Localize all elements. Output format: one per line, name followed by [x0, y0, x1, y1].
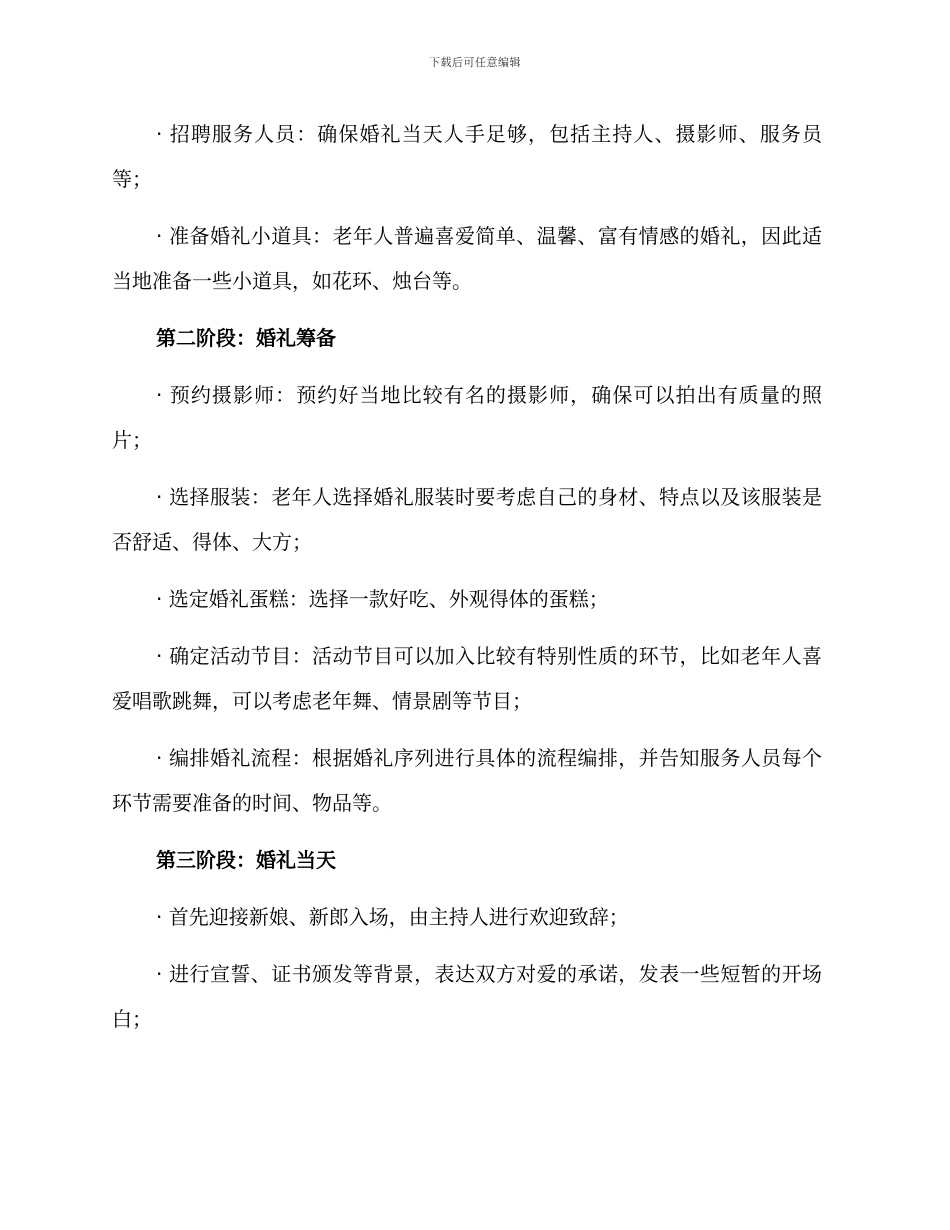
section-heading: 第三阶段：婚礼当天: [156, 848, 336, 872]
paragraph: · 预约摄影师：预约好当地比较有名的摄影师，确保可以拍出有质量的照片；: [112, 383, 822, 452]
paragraph: · 首先迎接新娘、新郎入场，由主持人进行欢迎致辞；: [156, 905, 629, 929]
page-header: 下载后可任意编辑: [429, 56, 521, 69]
paragraph: · 编排婚礼流程：根据婚礼序列进行具体的流程编排，并告知服务人员每个环节需要准备的时间、物品等。: [112, 746, 822, 815]
paragraph: · 选定婚礼蛋糕：选择一款好吃、外观得体的蛋糕；: [156, 587, 609, 611]
paragraph: · 选择服装：老年人选择婚礼服装时要考虑自己的身材、特点以及该服装是否舒适、得体、大方；: [112, 485, 822, 554]
document-body: [112, 112, 822, 1054]
section-heading: 第二阶段：婚礼筹备: [156, 326, 336, 350]
paragraph: · 进行宣誓、证书颁发等背景，表达双方对爱的承诺，发表一些短暂的开场白；: [112, 962, 822, 1031]
paragraph: · 准备婚礼小道具：老年人普遍喜爱简单、温馨、富有情感的婚礼，因此适当地准备一些小道具，如花环、烛台等。: [112, 224, 822, 293]
paragraph: · 招聘服务人员：确保婚礼当天人手足够，包括主持人、摄影师、服务员等；: [112, 122, 822, 191]
paragraph: · 确定活动节目：活动节目可以加入比较有特别性质的环节，比如老年人喜爱唱歌跳舞，可以考虑老年舞、情景剧等节目；: [112, 644, 822, 713]
